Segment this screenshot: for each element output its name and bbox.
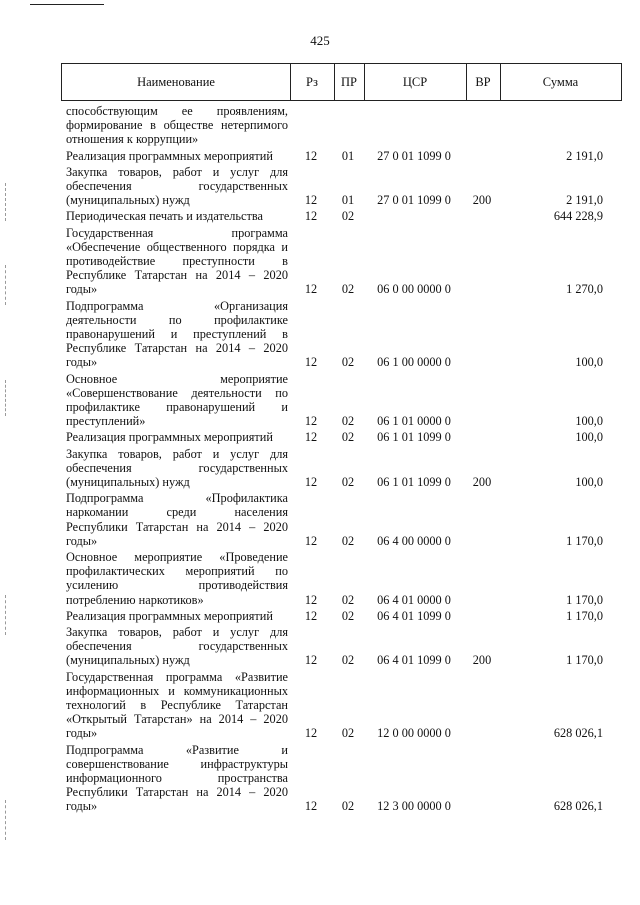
row-cell-pr: 02 xyxy=(341,414,355,429)
header-vr: ВР xyxy=(475,75,491,89)
row-cell-pr: 02 xyxy=(341,726,355,741)
top-rule xyxy=(30,4,104,5)
row-name-line: годы» xyxy=(66,726,98,741)
row-cell-vr: 200 xyxy=(472,193,492,208)
row-name-line: обеспечения государственных xyxy=(66,179,288,193)
row-cell-pr: 02 xyxy=(341,653,355,668)
row-name-line: Подпрограмма «Организация xyxy=(66,298,288,313)
row-cell-sum: 628 026,1 xyxy=(553,799,603,814)
row-name-line: Закупка товаров, работ и услуг для xyxy=(66,164,288,179)
row-cell-pr: 01 xyxy=(341,148,355,163)
row-cell-sum: 1 170,0 xyxy=(566,592,603,607)
header-pr: ПР xyxy=(341,75,357,89)
row-name-line: информационного пространства xyxy=(66,771,288,785)
row-cell-sum: 2 191,0 xyxy=(566,193,603,208)
row-name-line: Реализация программных мероприятий xyxy=(66,148,273,163)
row-cell-sum: 100,0 xyxy=(575,355,603,370)
row-cell-csr: 06 4 01 1099 0 xyxy=(377,608,451,623)
row-name-line: противодействие преступности в xyxy=(66,254,288,268)
header-csr: ЦСР xyxy=(402,75,428,89)
row-name-line: профилактических мероприятий по xyxy=(66,564,288,579)
row-name-line: годы» xyxy=(66,799,98,814)
row-cell-rz: 12 xyxy=(304,355,318,370)
row-cell-pr: 02 xyxy=(341,475,355,489)
row-name-line: способствующим ее проявлениям, xyxy=(66,104,288,118)
row-name-line: обеспечения государственных xyxy=(66,639,288,654)
row-name-line: преступлений» xyxy=(66,414,146,429)
row-cell-sum: 628 026,1 xyxy=(553,726,603,741)
row-cell-sum: 644 228,9 xyxy=(553,209,603,224)
row-name-line: Республики Татарстан на 2014 – 2020 xyxy=(66,519,288,534)
row-name-line: обеспечения государственных xyxy=(66,460,288,475)
row-name-line: наркомании среди населения xyxy=(66,505,288,520)
row-name-line: технологий в Республике Татарстан xyxy=(66,698,288,712)
row-name-line: Республики Татарстан на 2014 – 2020 xyxy=(66,785,288,800)
row-name-line: правонарушений и преступлений в xyxy=(66,327,288,341)
header-sum: Сумма xyxy=(542,75,579,89)
row-name-line: формирование в обществе нетерпимого xyxy=(66,118,288,133)
row-cell-rz: 12 xyxy=(304,193,318,208)
row-cell-sum: 1 270,0 xyxy=(566,282,603,297)
row-cell-pr: 02 xyxy=(341,608,355,623)
row-name-line: «Совершенствование деятельности по xyxy=(66,385,288,400)
row-cell-rz: 12 xyxy=(304,475,318,489)
row-name-line: Государственная программа xyxy=(66,225,288,240)
row-cell-csr: 27 0 01 1099 0 xyxy=(377,193,451,208)
row-name-line: Республике Татарстан на 2014 – 2020 xyxy=(66,341,288,356)
row-cell-csr: 06 1 01 1099 0 xyxy=(377,475,451,489)
row-name-line: информационных и коммуникационных xyxy=(66,683,288,698)
row-cell-csr: 06 1 01 0000 0 xyxy=(377,414,451,429)
row-cell-sum: 1 170,0 xyxy=(566,653,603,668)
row-cell-csr: 06 1 00 0000 0 xyxy=(377,355,451,370)
row-name-line: Основное мероприятие xyxy=(66,371,288,386)
row-cell-rz: 12 xyxy=(304,282,318,297)
row-name-line: деятельности по профилактике xyxy=(66,312,288,327)
row-cell-pr: 02 xyxy=(341,533,355,548)
row-cell-sum: 2 191,0 xyxy=(566,148,603,163)
row-name-line: (муниципальных) нужд xyxy=(66,193,190,208)
row-name-line: Республике Татарстан на 2014 – 2020 xyxy=(66,268,288,283)
row-cell-vr: 200 xyxy=(472,653,492,668)
row-cell-rz: 12 xyxy=(304,209,318,224)
row-cell-sum: 100,0 xyxy=(575,475,603,489)
row-cell-sum: 1 170,0 xyxy=(566,533,603,548)
row-name-line: Государственная программа «Развитие xyxy=(66,669,288,684)
row-cell-sum: 100,0 xyxy=(575,430,603,445)
row-cell-csr: 27 0 01 1099 0 xyxy=(377,148,451,163)
row-cell-sum: 1 170,0 xyxy=(566,608,603,623)
row-cell-rz: 12 xyxy=(304,653,318,668)
row-name-line: Подпрограмма «Профилактика xyxy=(66,491,288,506)
table-header xyxy=(61,63,622,101)
row-cell-vr: 200 xyxy=(472,475,492,489)
row-cell-csr: 06 1 01 1099 0 xyxy=(377,430,451,445)
row-cell-sum: 100,0 xyxy=(575,414,603,429)
row-cell-csr: 06 4 01 1099 0 xyxy=(377,653,451,668)
margin-mark xyxy=(5,800,6,840)
row-cell-pr: 02 xyxy=(341,282,355,297)
row-name-line: (муниципальных) нужд xyxy=(66,475,190,489)
row-name-line: усилению противодействия xyxy=(66,578,288,593)
margin-mark xyxy=(5,183,6,221)
row-cell-csr: 06 0 00 0000 0 xyxy=(377,282,451,297)
row-name-line: профилактике правонарушений и xyxy=(66,400,288,414)
row-name-line: Подпрограмма «Развитие и xyxy=(66,742,288,757)
row-name-line: «Обеспечение общественного порядка и xyxy=(66,239,288,254)
page-number: 425 xyxy=(310,33,330,48)
row-name-line: совершенствование инфраструктуры xyxy=(66,756,288,771)
row-cell-csr: 12 0 00 0000 0 xyxy=(377,726,451,741)
row-name-line: Реализация программных мероприятий xyxy=(66,430,273,445)
row-cell-pr: 02 xyxy=(341,355,355,370)
row-cell-rz: 12 xyxy=(304,533,318,548)
row-name-line: потреблению наркотиков» xyxy=(66,592,204,607)
row-name-line: годы» xyxy=(66,533,98,548)
row-name-line: годы» xyxy=(66,282,98,297)
row-cell-csr: 12 3 00 0000 0 xyxy=(377,799,451,814)
margin-mark xyxy=(5,265,6,305)
margin-mark xyxy=(5,380,6,416)
row-cell-rz: 12 xyxy=(304,608,318,623)
row-cell-pr: 02 xyxy=(341,430,355,445)
row-name-line: Закупка товаров, работ и услуг для xyxy=(66,446,288,461)
row-name-line: «Открытый Татарстан» на 2014 – 2020 xyxy=(66,712,288,727)
margin-mark xyxy=(5,595,6,635)
row-cell-csr: 06 4 01 0000 0 xyxy=(377,592,451,607)
row-name-line: Реализация программных мероприятий xyxy=(66,608,273,623)
header-name: Наименование xyxy=(137,75,215,89)
row-name-line: Закупка товаров, работ и услуг для xyxy=(66,625,288,639)
row-name-line: Периодическая печать и издательства xyxy=(66,209,263,224)
row-cell-rz: 12 xyxy=(304,414,318,429)
row-cell-rz: 12 xyxy=(304,799,318,814)
row-name-line: отношения к коррупции» xyxy=(66,132,199,147)
row-cell-rz: 12 xyxy=(304,726,318,741)
row-cell-pr: 02 xyxy=(341,209,355,224)
row-cell-pr: 01 xyxy=(341,193,355,208)
row-cell-pr: 02 xyxy=(341,799,355,814)
row-cell-pr: 02 xyxy=(341,592,355,607)
row-name-line: годы» xyxy=(66,355,98,370)
row-name-line: (муниципальных) нужд xyxy=(66,653,190,668)
row-cell-csr: 06 4 00 0000 0 xyxy=(377,533,451,548)
row-cell-rz: 12 xyxy=(304,148,318,163)
row-name-line: Основное мероприятие «Проведение xyxy=(66,550,288,564)
row-cell-rz: 12 xyxy=(304,430,318,445)
row-cell-rz: 12 xyxy=(304,592,318,607)
header-rz: Рз xyxy=(306,75,318,89)
